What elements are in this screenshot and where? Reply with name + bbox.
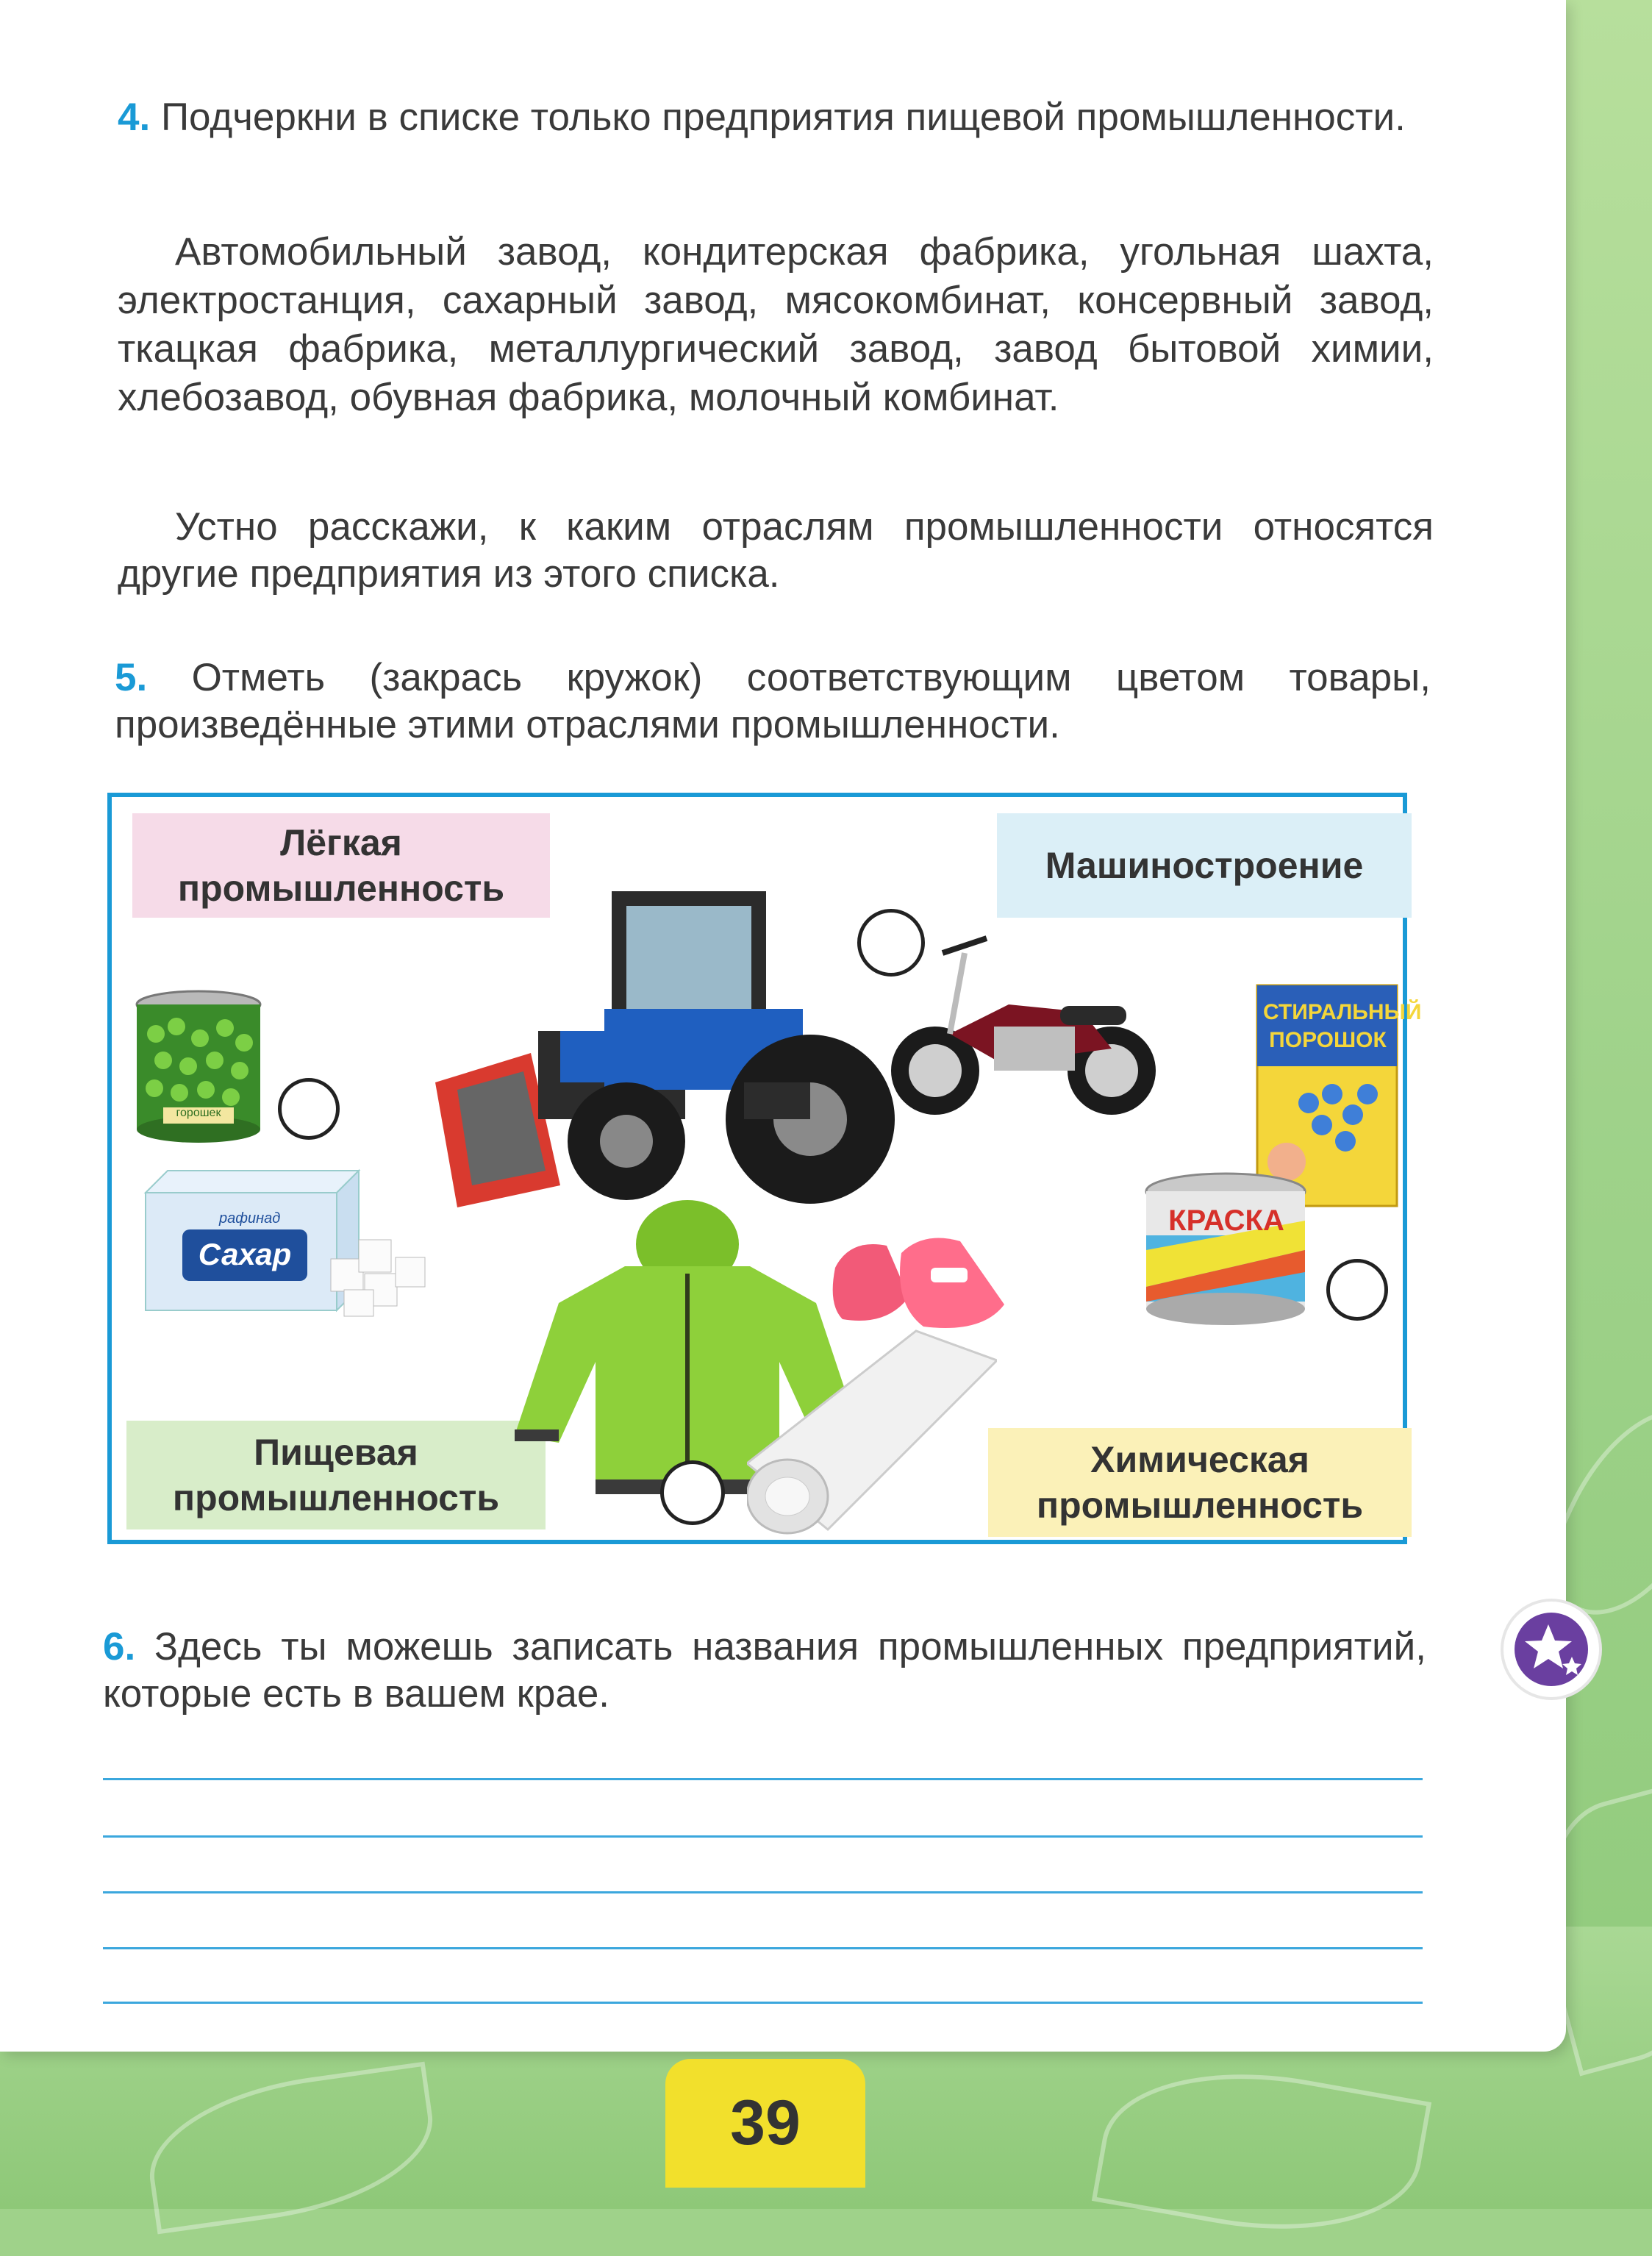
sugar-box-brand: рафинад	[219, 1210, 281, 1227]
writing-line-3[interactable]	[103, 1891, 1423, 1893]
answer-circle-paint[interactable]	[1326, 1259, 1388, 1321]
category-chemical-industry: Химическая промышленность	[988, 1428, 1412, 1537]
sugar-box-image	[138, 1163, 432, 1318]
peas-can-label: горошек	[176, 1107, 221, 1119]
page-number: 39	[665, 2059, 865, 2188]
industry-picture-frame	[107, 793, 1422, 1544]
task6-number: 6.	[103, 1625, 136, 1668]
task6-text	[103, 1624, 1426, 1718]
peas-can-image	[134, 990, 263, 1144]
fabric-roll-image	[747, 1316, 997, 1537]
washing-powder-label-line2: ПОРОШОК	[1269, 1028, 1387, 1052]
task6-instruction: Здесь ты можешь записать названия промышленных предприятий, которые есть в вашем крае.	[103, 1625, 1426, 1716]
paint-can-label: КРАСКА	[1168, 1204, 1284, 1237]
writing-line-5[interactable]	[103, 2002, 1423, 2004]
star-icon	[1513, 1611, 1590, 1688]
category-machine-building: Машиностроение	[997, 813, 1412, 918]
paint-can-image	[1141, 1169, 1310, 1331]
motorcycle-image	[884, 924, 1163, 1129]
task4-question	[118, 94, 1434, 141]
writing-line-2[interactable]	[103, 1835, 1423, 1838]
category-food-industry: Пищевая промышленность	[126, 1421, 546, 1529]
sugar-box-label: Сахар	[198, 1237, 292, 1271]
task4-number: 4.	[118, 96, 151, 139]
task4-question-text: Подчеркни в списке только предприятия пищевой промышленности.	[160, 96, 1406, 139]
task5-number: 5.	[115, 656, 148, 699]
writing-line-1[interactable]	[103, 1778, 1423, 1780]
star-badge[interactable]	[1503, 1602, 1599, 1697]
task4-oral-text: Устно расскажи, к каким отраслям промышленности относятся другие предприятия из этого списка.	[118, 505, 1434, 596]
task4-oral	[118, 504, 1434, 598]
category-light-industry: Лёгкая промышленность	[132, 813, 550, 918]
answer-circle-fabric[interactable]	[660, 1460, 725, 1525]
washing-powder-label-line1: СТИРАЛЬНЫЙ	[1263, 1000, 1422, 1024]
enterprise-list-text[interactable]: Автомобильный завод, кондитерская фабрика, угольная шахта, электростанция, сахарный завод, мясокомбинат, консервный завод, ткацкая фабрика, металлургический завод, завод бытовой химии, хлебозавод, обувная фабрика, молочный комбинат.	[118, 230, 1434, 419]
task5-instruction: Отметь (закрась кружок) соответствующим цветом товары, произведённые этими отраслями промышленности.	[115, 656, 1431, 746]
task5-text	[115, 654, 1431, 749]
answer-circle-peas[interactable]	[278, 1078, 340, 1140]
writing-line-4[interactable]	[103, 1947, 1423, 1949]
task4-list	[118, 228, 1434, 422]
